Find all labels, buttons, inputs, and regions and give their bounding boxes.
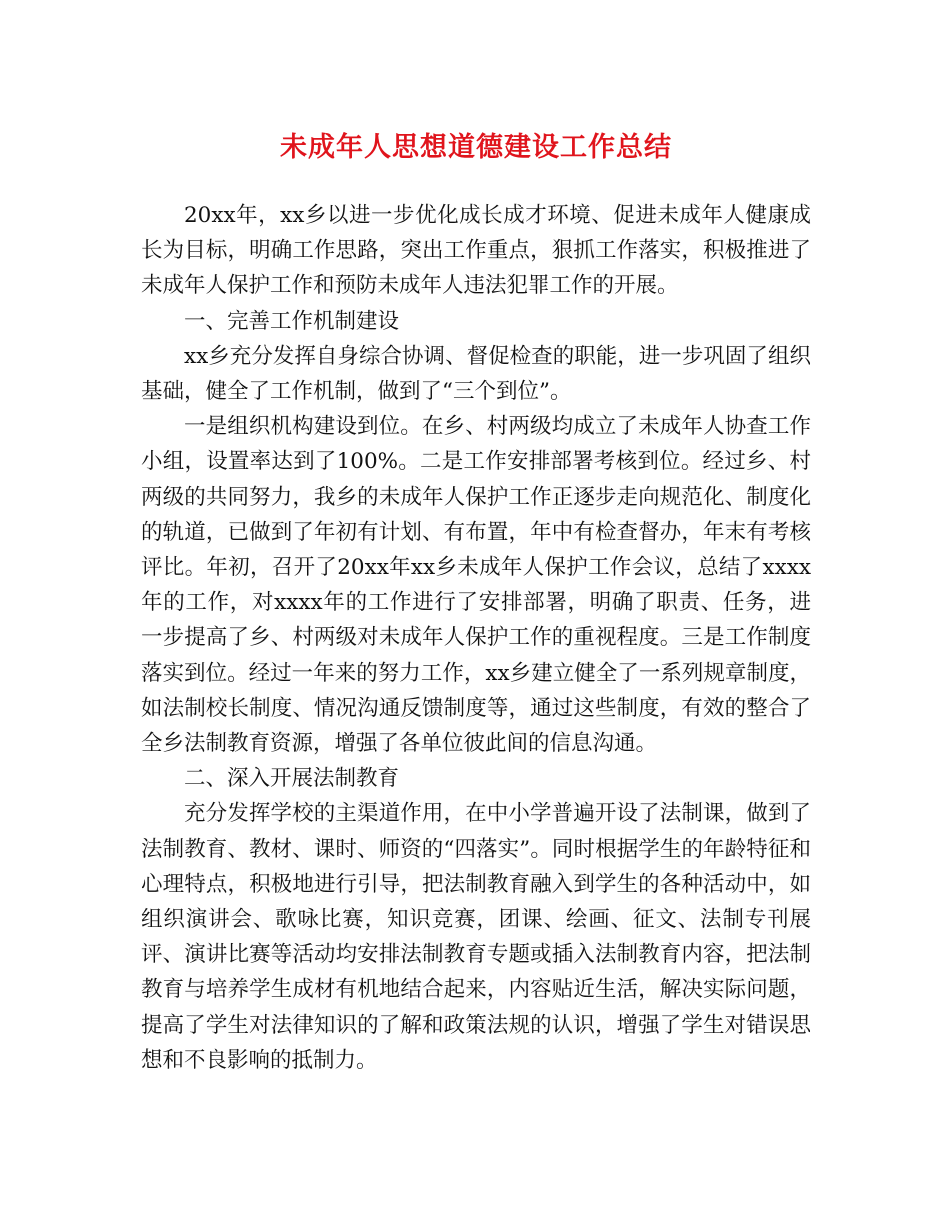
intro-paragraph: 20xx年，xx乡以进一步优化成长成才环境、促进未成年人健康成长为目标，明确工作思路，突出工作重点，狠抓工作落实，积极推进了未成年人保护工作和预防未成年人违法犯罪工作的开展。 [141, 203, 811, 299]
mechanism-detail-paragraph: 一是组织机构建设到位。在乡、村两级均成立了未成年人协查工作小组，设置率达到了100%。二是工作安排部署考核到位。经过乡、村两级的共同努力，我乡的未成年人保护工作正逐步走向规范化、制度化的轨道，已做到了年初有计划、有布置，年中有检查督办，年末有考核评比。年初，召开了20xx年xx乡未成年人保护工作会议，总结了xxxx年的工作，对xxxx年的工作进行了安排部署，明确了职责、任务，进一步提高了乡、村两级对未成年人保护工作的重视程度。三是工作制度落实到位。经过一年来的努力工作，xx乡建立健全了一系列规章制度，如法制校长制度、情况沟通反馈制度等，通过这些制度，有效的整合了全乡法制教育资源，增强了各单位彼此间的信息沟通。 [141, 414, 811, 757]
section-heading-mechanism: 一、完善工作机制建设 [184, 308, 400, 334]
section-heading-legal-education: 二、深入开展法制教育 [184, 766, 400, 792]
document-title: 未成年人思想道德建设工作总结 [280, 132, 672, 163]
mechanism-summary-paragraph: xx乡充分发挥自身综合协调、督促检查的职能，进一步巩固了组织基础，健全了工作机制，做到了“三个到位”。 [141, 343, 811, 405]
document-body [141, 198, 811, 1078]
legal-education-paragraph: 充分发挥学校的主渠道作用，在中小学普遍开设了法制课，做到了法制教育、教材、课时、师资的“四落实”。同时根据学生的年龄特征和心理特点，积极地进行引导，把法制教育融入到学生的各种活动中，如组织演讲会、歌咏比赛，知识竞赛，团课、绘画、征文、法制专刊展评、演讲比赛等活动均安排法制教育专题或插入法制教育内容，把法制教育与培养学生成材有机地结合起来，内容贴近生活，解决实际问题，提高了学生对法律知识的了解和政策法规的认识，增强了学生对错误思想和不良影响的抵制力。 [141, 801, 811, 1073]
